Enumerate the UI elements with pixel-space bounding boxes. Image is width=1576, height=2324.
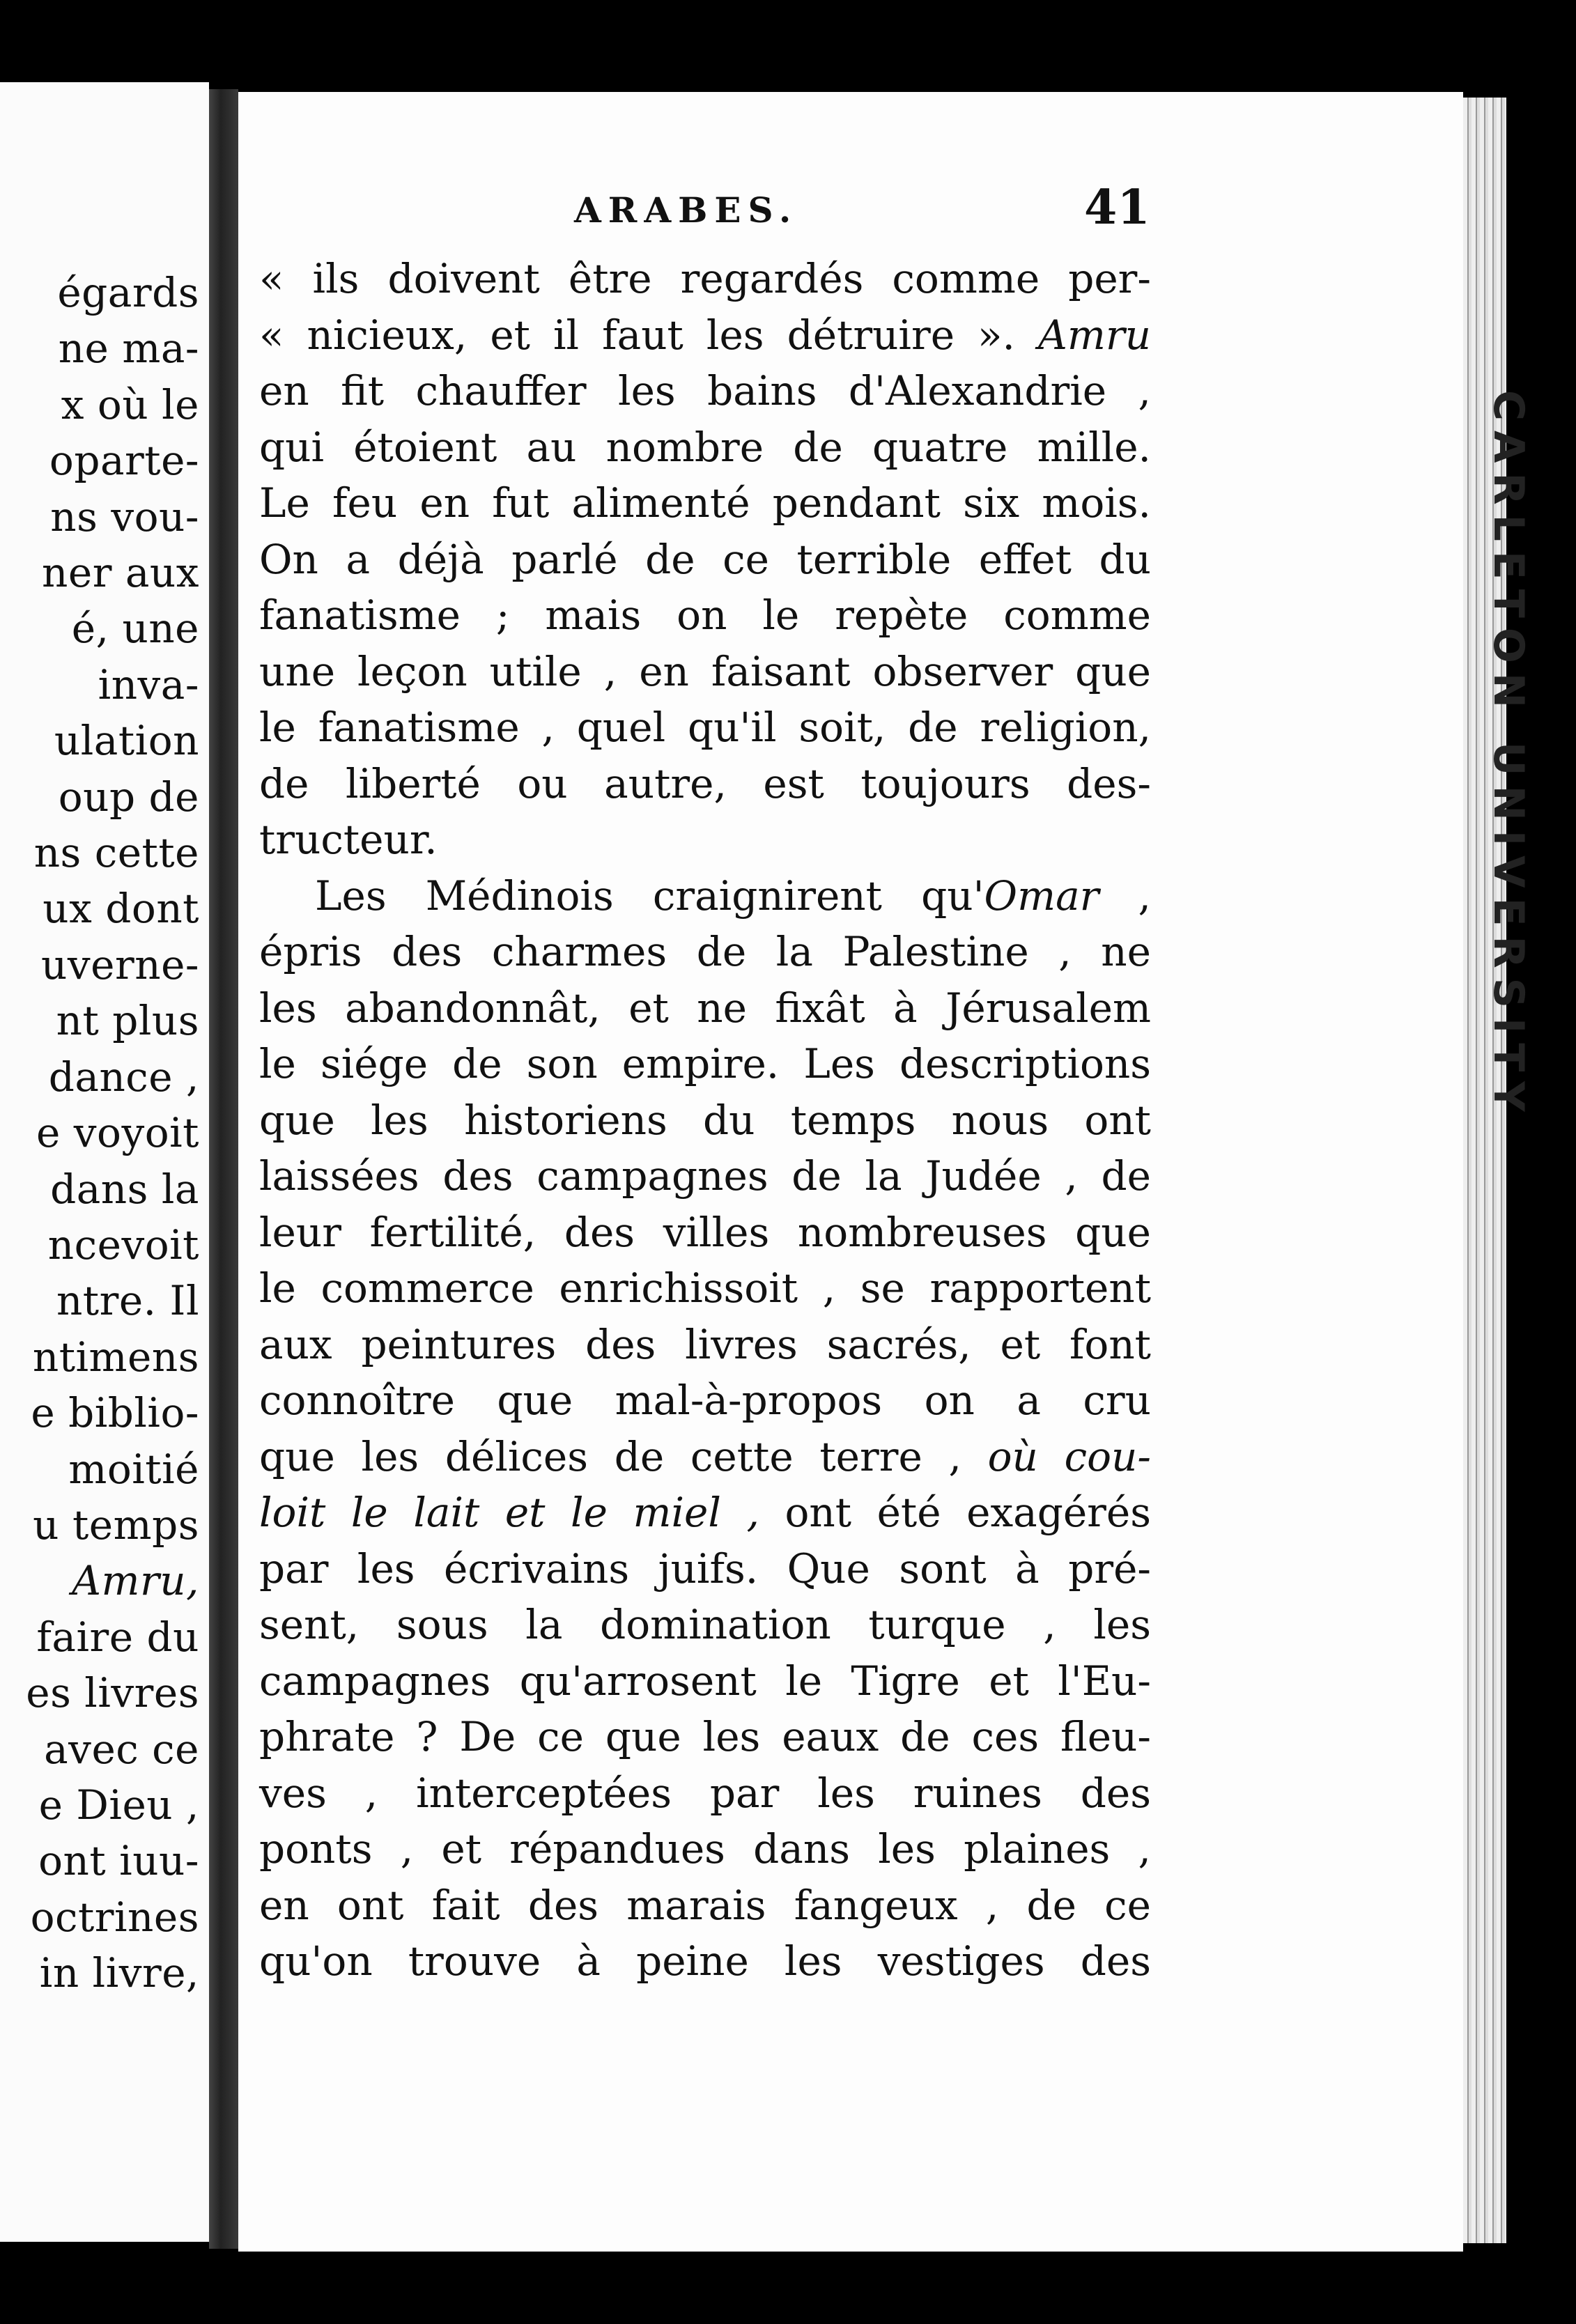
text-line: qui étoient au nombre de quatre mille. xyxy=(259,423,1151,471)
text-line: phrate ? De ce que les eaux de ces fleu- xyxy=(259,1713,1151,1760)
facing-line: faire du xyxy=(36,1613,199,1661)
facing-line: in livre, xyxy=(39,1949,199,1997)
page-number: 41 xyxy=(1084,180,1150,235)
facing-page-text xyxy=(0,265,199,2001)
facing-line: ner aux xyxy=(42,549,199,597)
facing-line: e biblio- xyxy=(31,1389,199,1437)
facing-line: égards xyxy=(57,269,199,316)
facing-line: x où le xyxy=(61,380,199,428)
facing-line: nt plus xyxy=(56,997,199,1045)
italic-name: Omar xyxy=(984,872,1099,920)
page-41 xyxy=(238,92,1463,2252)
text-line: une leçon utile , en faisant observer que xyxy=(259,647,1151,695)
text-line xyxy=(259,1485,1151,1541)
text-line: On a déjà parlé de ce terrible effet du xyxy=(259,535,1151,583)
text-line: sent, sous la domination turque , les xyxy=(259,1601,1151,1648)
text-line: leur fertilité, des villes nombreuses que xyxy=(259,1208,1151,1256)
text-span: que les délices de cette terre , xyxy=(259,1432,961,1480)
text-line: que les historiens du temps nous ont xyxy=(259,1096,1151,1144)
text-line xyxy=(259,307,1151,364)
text-line: par les écrivains juifs. Que sont à pré- xyxy=(259,1544,1151,1593)
facing-line: e Dieu , xyxy=(38,1781,199,1829)
facing-line: moitié xyxy=(68,1445,199,1493)
facing-line: ont iuu- xyxy=(38,1837,199,1885)
facing-line: ntimens xyxy=(32,1333,199,1381)
facing-line: oup de xyxy=(58,773,199,821)
text-span: ont été exagérés xyxy=(785,1489,1152,1536)
text-line: aux peintures des livres sacrés, et font xyxy=(259,1320,1151,1368)
facing-page-left xyxy=(0,82,209,2242)
text-span: « nicieux, et il faut les détruire ». xyxy=(259,311,1015,359)
text-line: tructeur. xyxy=(259,816,438,863)
facing-line: inva- xyxy=(98,660,199,708)
book-gutter xyxy=(209,89,238,2249)
body-text xyxy=(259,251,1151,1990)
running-title: ARABES. xyxy=(574,189,798,231)
text-line xyxy=(259,1429,1151,1485)
text-line: en fit chauffer les bains d'Alexandrie , xyxy=(259,367,1151,415)
library-stamp-text: CARLETON UNIVERSITY xyxy=(1484,390,1533,1122)
text-line: laissées des campagnes de la Judée , de xyxy=(259,1152,1151,1200)
text-line: ves , interceptées par les ruines des xyxy=(259,1769,1151,1817)
text-line: les abandonnât, et ne fixât à Jérusalem xyxy=(259,984,1151,1032)
facing-line: octrines xyxy=(30,1893,199,1941)
facing-line: ux dont xyxy=(43,885,199,933)
facing-line: ncevoit xyxy=(47,1221,199,1269)
text-line: campagnes qu'arrosent le Tigre et l'Eu- xyxy=(259,1657,1151,1705)
text-line xyxy=(259,868,1151,924)
text-line: le commerce enrichissoit , se rapportent xyxy=(259,1264,1151,1312)
facing-line: ulation xyxy=(54,717,199,765)
text-line: ponts , et répandues dans les plaines , xyxy=(259,1825,1151,1873)
text-span: , xyxy=(1099,872,1151,920)
facing-line: oparte- xyxy=(49,437,199,485)
text-line: « ils doivent être regardés comme per- xyxy=(259,255,1151,302)
text-line: le fanatisme , quel qu'il soit, de religion, xyxy=(259,704,1151,751)
italic-name: Amru xyxy=(1038,311,1151,359)
text-line: le siége de son empire. Les descriptions xyxy=(259,1040,1151,1087)
facing-line: uverne- xyxy=(41,940,199,989)
facing-line: é, une xyxy=(71,605,199,653)
facing-line: ns cette xyxy=(33,829,199,877)
text-line: qu'on trouve à peine les vestiges des xyxy=(259,1937,1151,1985)
facing-line: dans la xyxy=(50,1165,199,1213)
text-line: de liberté ou autre, est toujours des- xyxy=(259,759,1151,807)
facing-line: e voyoit xyxy=(36,1109,199,1157)
library-stamp xyxy=(1484,390,1534,1519)
facing-line: dance , xyxy=(48,1053,199,1101)
text-line: Le feu en fut alimenté pendant six mois. xyxy=(259,479,1151,527)
text-span: Les Médinois craignirent qu' xyxy=(315,872,984,920)
running-head xyxy=(238,180,1463,245)
text-line: en ont fait des marais fangeux , de ce xyxy=(259,1881,1151,1929)
italic-phrase: loit le lait et le miel , xyxy=(259,1489,759,1536)
facing-line: Amru, xyxy=(72,1557,199,1605)
facing-line: avec ce xyxy=(44,1725,199,1773)
facing-line: ntre. Il xyxy=(56,1277,199,1325)
text-line: fanatisme ; mais on le repète comme xyxy=(259,591,1151,639)
facing-line: ne ma- xyxy=(58,325,199,373)
italic-phrase: où cou- xyxy=(987,1432,1151,1480)
text-line: épris des charmes de la Palestine , ne xyxy=(259,928,1151,975)
facing-line: u temps xyxy=(33,1501,199,1549)
facing-line: es livres xyxy=(26,1669,199,1717)
facing-line: ns vou- xyxy=(50,493,199,541)
text-line: connoître que mal-à-propos on a cru xyxy=(259,1377,1151,1424)
